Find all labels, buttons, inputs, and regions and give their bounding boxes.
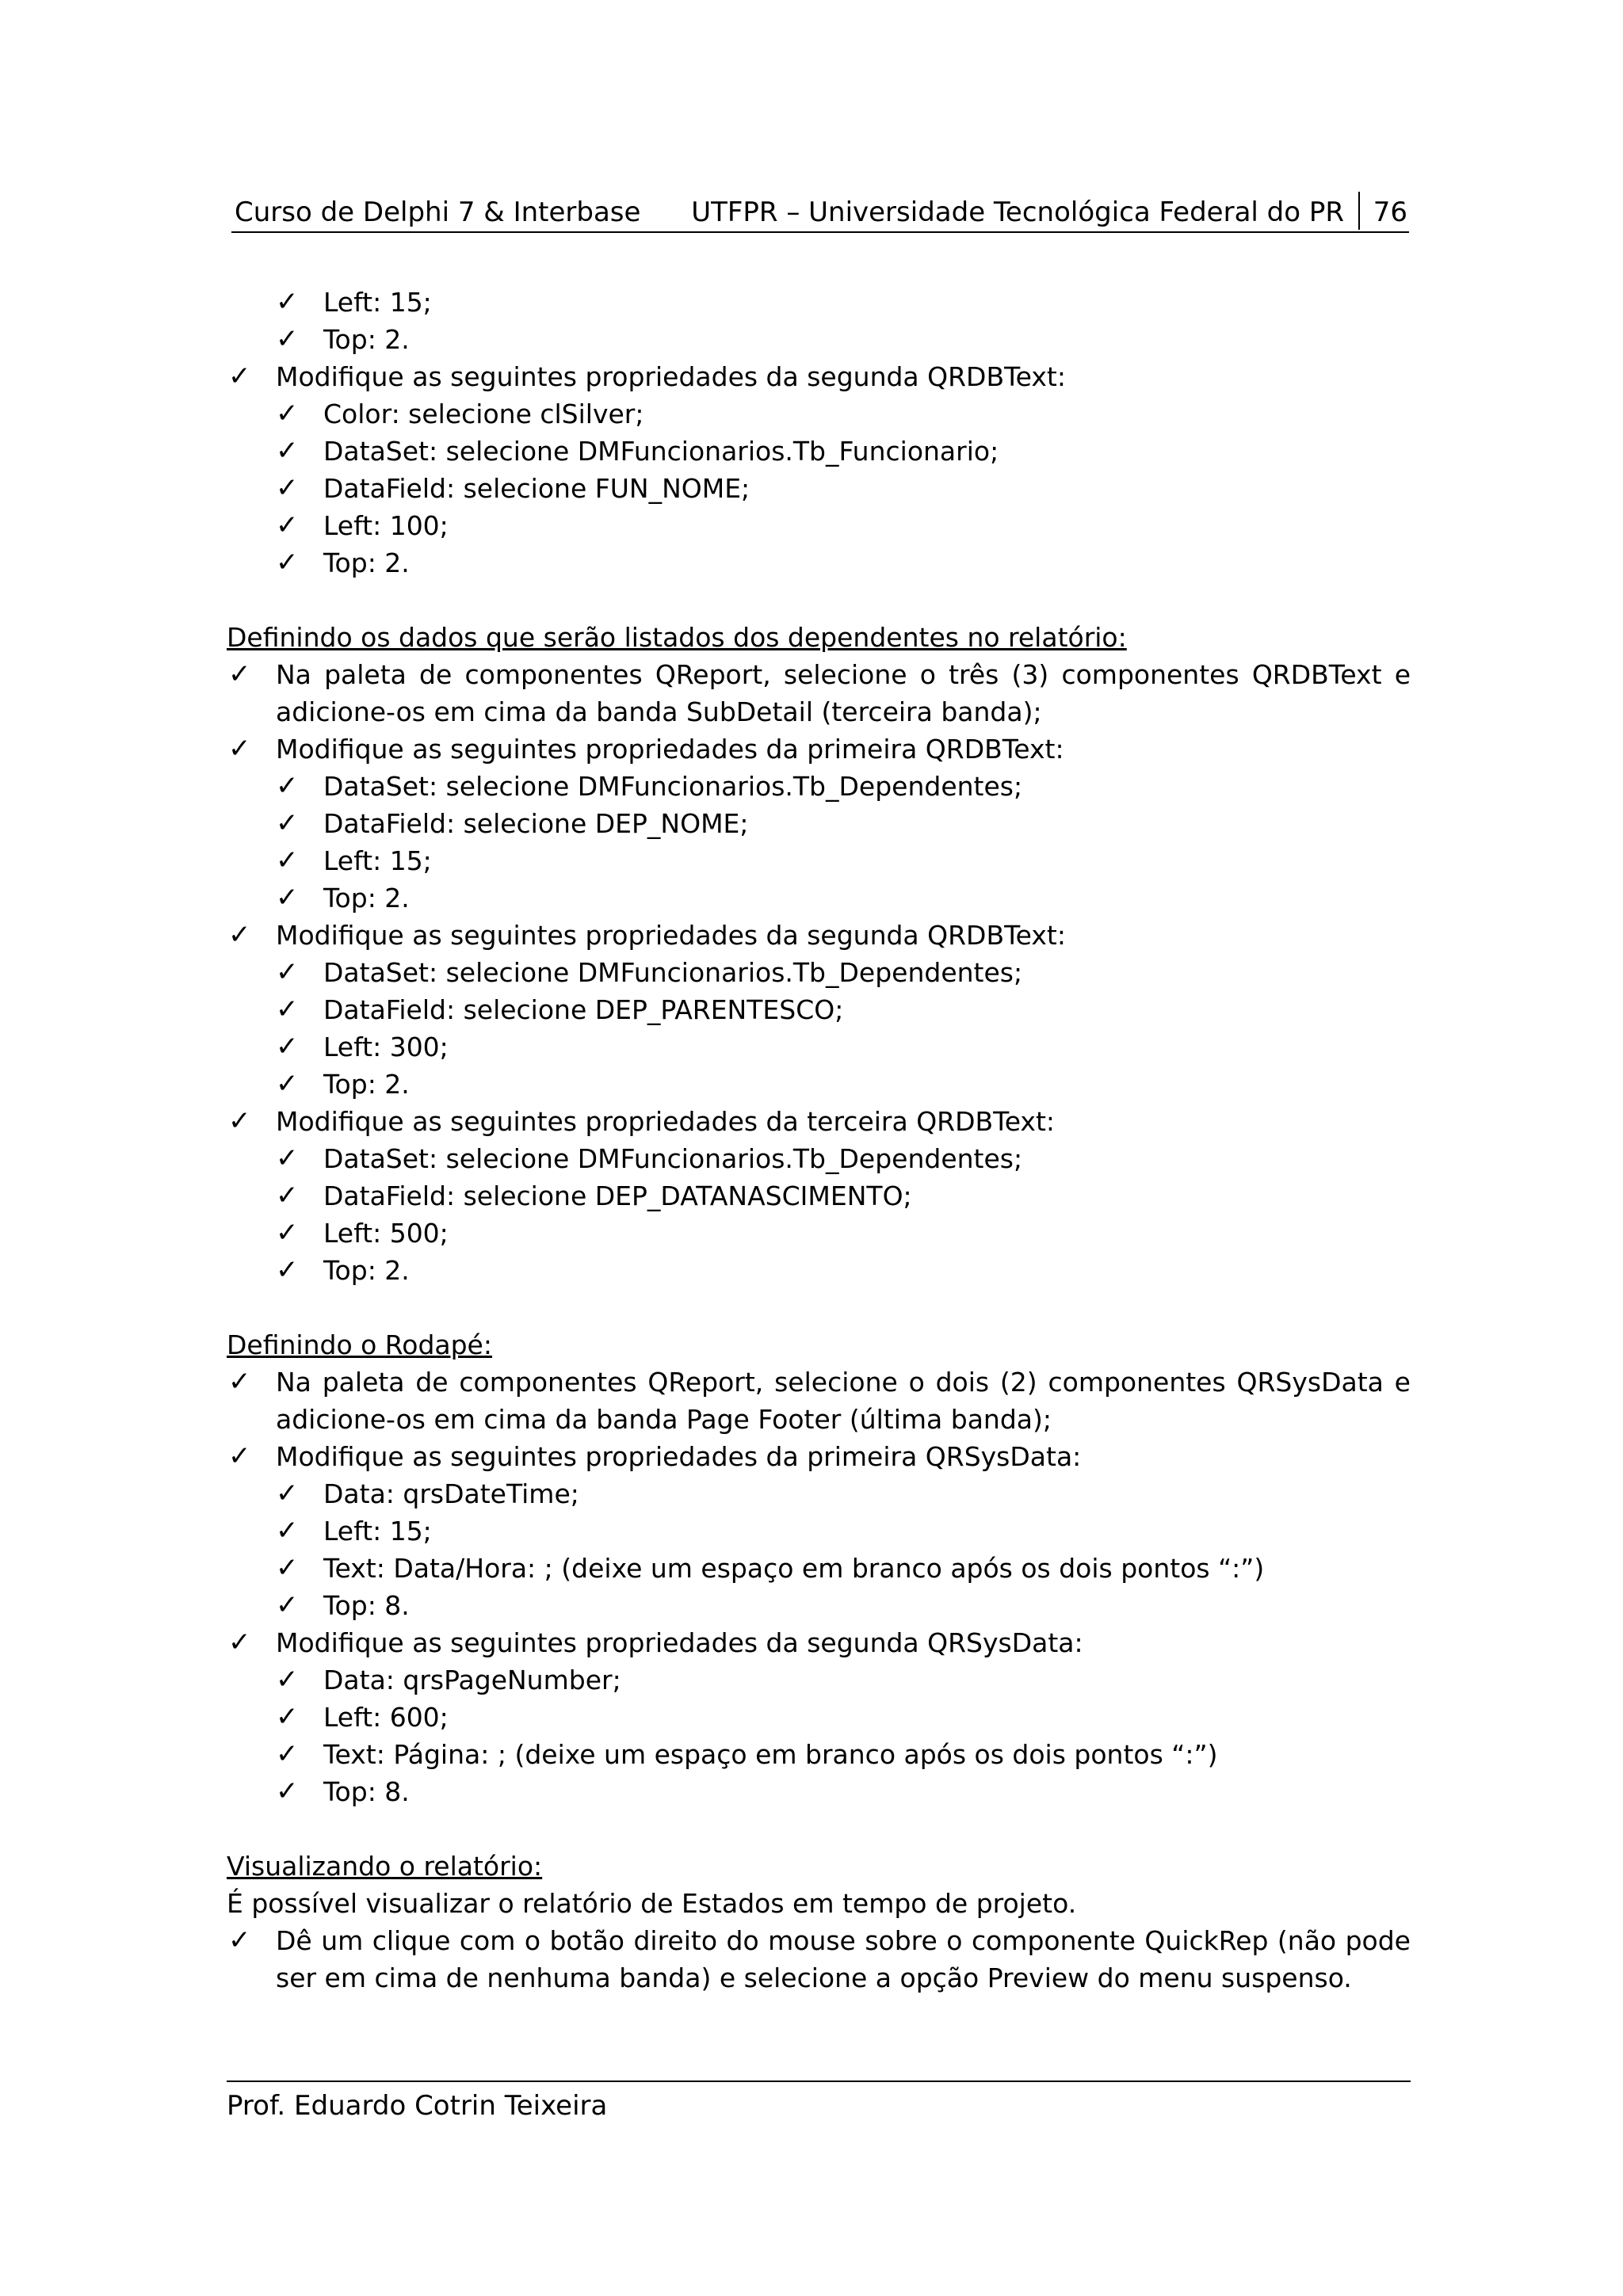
- checkmark-icon: ✓: [276, 1701, 299, 1733]
- checkmark-icon: ✓: [276, 1068, 299, 1100]
- page-footer: [227, 2081, 1411, 2122]
- line-text: DataField: selecione FUN_NOME;: [323, 473, 750, 504]
- checkmark-icon: ✓: [276, 807, 299, 839]
- line-text: Data: qrsPageNumber;: [323, 1665, 621, 1695]
- sub-bullet-item: [227, 954, 1411, 991]
- line-text: Left: 100;: [323, 510, 449, 541]
- checkmark-icon: ✓: [228, 733, 251, 765]
- checkmark-icon: ✓: [228, 1627, 251, 1658]
- sub-bullet-item: [227, 433, 1411, 470]
- sub-bullet-item: [227, 1140, 1411, 1177]
- section-heading: [227, 1848, 1411, 1885]
- bullet-item: [227, 1624, 1411, 1661]
- line-text: Left: 500;: [323, 1218, 449, 1249]
- bullet-item: [227, 917, 1411, 954]
- page-header: [231, 192, 1409, 233]
- checkmark-icon: ✓: [228, 1366, 251, 1398]
- line-text: DataSet: selecione DMFuncionarios.Tb_Funcionario;: [323, 436, 999, 467]
- checkmark-icon: ✓: [276, 1217, 299, 1249]
- sub-bullet-item: [227, 507, 1411, 544]
- checkmark-icon: ✓: [276, 1478, 299, 1509]
- line-text: Color: selecione clSilver;: [323, 399, 644, 429]
- line-text: Top: 8.: [323, 1590, 410, 1621]
- footer-author: Prof. Eduardo Cotrin Teixeira: [227, 2090, 608, 2122]
- line-text: Left: 15;: [323, 287, 432, 318]
- sub-bullet-item: [227, 470, 1411, 507]
- checkmark-icon: ✓: [276, 1180, 299, 1211]
- line-text: DataSet: selecione DMFuncionarios.Tb_Dependentes;: [323, 1143, 1023, 1174]
- line-text: Top: 2.: [323, 883, 410, 913]
- sub-bullet-item: [227, 321, 1411, 358]
- header-separator: [1358, 192, 1360, 230]
- sub-bullet-item: [227, 1550, 1411, 1587]
- line-text: Modifique as seguintes propriedades da segunda QRSysData:: [276, 1627, 1083, 1658]
- checkmark-icon: ✓: [276, 1664, 299, 1695]
- checkmark-icon: ✓: [276, 509, 299, 541]
- bullet-item: [227, 730, 1411, 768]
- line-text: Text: Página: ; (deixe um espaço em branco após os dois pontos “:”): [323, 1739, 1218, 1770]
- checkmark-icon: ✓: [276, 398, 299, 429]
- line-text: Text: Data/Hora: ; (deixe um espaço em branco após os dois pontos “:”): [323, 1553, 1265, 1584]
- checkmark-icon: ✓: [276, 994, 299, 1025]
- checkmark-icon: ✓: [276, 1142, 299, 1174]
- sub-bullet-item: [227, 879, 1411, 917]
- sub-bullet-item: [227, 805, 1411, 842]
- line-text: Modifique as seguintes propriedades da segunda QRDBText:: [276, 920, 1066, 951]
- sub-bullet-item: [227, 1177, 1411, 1215]
- checkmark-icon: ✓: [276, 1552, 299, 1584]
- line-text: DataField: selecione DEP_PARENTESCO;: [323, 994, 844, 1025]
- sub-bullet-item: [227, 395, 1411, 433]
- document-body: [227, 284, 1411, 1997]
- checkmark-icon: ✓: [228, 360, 251, 392]
- line-text: Na paleta de componentes QReport, selecione o dois (2) componentes QRSysData e adicione-os em cima da banda Page Footer (última banda);: [276, 1367, 1411, 1435]
- checkmark-icon: ✓: [276, 323, 299, 355]
- line-text: Top: 2.: [323, 1069, 410, 1100]
- line-text: Na paleta de componentes QReport, selecione o três (3) componentes QRDBText e adicione-os em cima da banda SubDetail (terceira banda);: [276, 659, 1411, 727]
- line-text: Definindo o Rodapé:: [227, 1329, 492, 1360]
- line-text: Top: 8.: [323, 1776, 410, 1807]
- checkmark-icon: ✓: [276, 956, 299, 988]
- checkmark-icon: ✓: [276, 1775, 299, 1807]
- sub-bullet-item: [227, 1773, 1411, 1810]
- spacer: [227, 1810, 1411, 1848]
- sub-bullet-item: [227, 1587, 1411, 1624]
- checkmark-icon: ✓: [228, 658, 251, 690]
- checkmark-icon: ✓: [276, 435, 299, 467]
- sub-bullet-item: [227, 1215, 1411, 1252]
- line-text: É possível visualizar o relatório de Estados em tempo de projeto.: [227, 1888, 1077, 1919]
- checkmark-icon: ✓: [276, 1254, 299, 1286]
- checkmark-icon: ✓: [276, 882, 299, 913]
- sub-bullet-item: [227, 1512, 1411, 1550]
- checkmark-icon: ✓: [276, 1515, 299, 1547]
- bullet-item: [227, 1103, 1411, 1140]
- sub-bullet-item: [227, 284, 1411, 321]
- line-text: DataField: selecione DEP_DATANASCIMENTO;: [323, 1180, 912, 1211]
- line-text: Left: 300;: [323, 1032, 449, 1062]
- sub-bullet-item: [227, 1066, 1411, 1103]
- bullet-item: [227, 656, 1411, 730]
- sub-bullet-item: [227, 842, 1411, 879]
- line-text: Modifique as seguintes propriedades da terceira QRDBText:: [276, 1106, 1056, 1137]
- line-text: Visualizando o relatório:: [227, 1851, 543, 1882]
- line-text: Modifique as seguintes propriedades da primeira QRDBText:: [276, 734, 1064, 765]
- sub-bullet-item: [227, 1699, 1411, 1736]
- checkmark-icon: ✓: [276, 547, 299, 578]
- bullet-item: [227, 1363, 1411, 1438]
- line-text: Data: qrsDateTime;: [323, 1478, 579, 1509]
- section-heading: [227, 1326, 1411, 1363]
- checkmark-icon: ✓: [276, 286, 299, 318]
- line-text: Left: 600;: [323, 1702, 449, 1733]
- line-text: Modifique as seguintes propriedades da primeira QRSysData:: [276, 1441, 1082, 1472]
- bullet-item: [227, 358, 1411, 395]
- line-text: Dê um clique com o botão direito do mouse sobre o componente QuickRep (não pode ser em cima de nenhuma banda) e selecione a opção Preview do menu suspenso.: [276, 1925, 1411, 1993]
- checkmark-icon: ✓: [228, 919, 251, 951]
- checkmark-icon: ✓: [228, 1105, 251, 1137]
- line-text: DataSet: selecione DMFuncionarios.Tb_Dependentes;: [323, 771, 1023, 802]
- checkmark-icon: ✓: [276, 770, 299, 802]
- line-text: Definindo os dados que serão listados dos dependentes no relatório:: [227, 622, 1127, 653]
- institution-name: UTFPR – Universidade Tecnológica Federal do PR: [691, 196, 1344, 228]
- bullet-item: [227, 1922, 1411, 1997]
- sub-bullet-item: [227, 544, 1411, 582]
- line-text: DataField: selecione DEP_NOME;: [323, 808, 749, 839]
- line-text: Left: 15;: [323, 1516, 432, 1547]
- sub-bullet-item: [227, 1252, 1411, 1289]
- checkmark-icon: ✓: [276, 845, 299, 876]
- line-text: DataSet: selecione DMFuncionarios.Tb_Dependentes;: [323, 957, 1023, 988]
- line-text: Top: 2.: [323, 547, 410, 578]
- line-text: Top: 2.: [323, 1255, 410, 1286]
- page-number: 76: [1373, 196, 1407, 228]
- sub-bullet-item: [227, 991, 1411, 1028]
- checkmark-icon: ✓: [228, 1924, 251, 1956]
- checkmark-icon: ✓: [276, 1589, 299, 1621]
- line-text: Modifique as seguintes propriedades da segunda QRDBText:: [276, 361, 1066, 392]
- paragraph: [227, 1885, 1411, 1922]
- checkmark-icon: ✓: [276, 1031, 299, 1062]
- line-text: Top: 2.: [323, 324, 410, 355]
- bullet-item: [227, 1438, 1411, 1475]
- checkmark-icon: ✓: [276, 472, 299, 504]
- spacer: [227, 1289, 1411, 1326]
- sub-bullet-item: [227, 1028, 1411, 1066]
- checkmark-icon: ✓: [276, 1738, 299, 1770]
- checkmark-icon: ✓: [228, 1440, 251, 1472]
- section-heading: [227, 619, 1411, 656]
- sub-bullet-item: [227, 1661, 1411, 1699]
- sub-bullet-item: [227, 1736, 1411, 1773]
- line-text: Left: 15;: [323, 845, 432, 876]
- sub-bullet-item: [227, 1475, 1411, 1512]
- spacer: [227, 582, 1411, 619]
- sub-bullet-item: [227, 768, 1411, 805]
- course-title: Curso de Delphi 7 & Interbase: [235, 196, 641, 228]
